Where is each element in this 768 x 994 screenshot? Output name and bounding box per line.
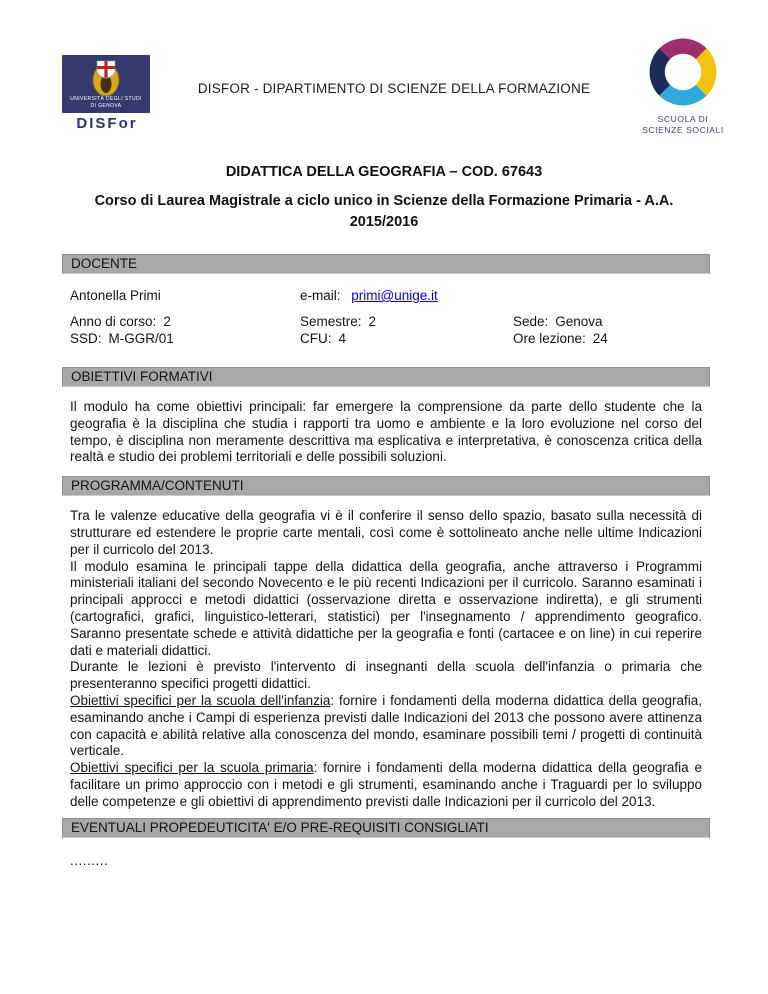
infanzia-underlined-label: Obiettivi specifici per la scuola dell'infanzia: [70, 692, 331, 708]
document-header: [0, 0, 768, 150]
school-label: [632, 114, 734, 136]
programma-body: [70, 508, 702, 810]
cfu-field: CFU: 4: [300, 331, 347, 346]
course-title: DIDATTICA DELLA GEOGRAFIA – COD. 67643: [225, 164, 543, 180]
prerequisiti-placeholder-dots: .........: [70, 852, 109, 868]
docente-row-name-email: [70, 287, 706, 304]
ssd-field: SSD: M-GGR/01: [70, 331, 174, 346]
school-label-line1: SCUOLA DI: [657, 114, 709, 124]
section-heading-prerequisiti: EVENTUALI PROPEDEUTICITA' E/O PRE-REQUISITI CONSIGLIATI: [62, 818, 710, 838]
primaria-text: : fornire i fondamenti della moderna didattica della geografia e facilitare un primo approccio con i metodi e gli strumenti, esaminando anche i Traguardi per lo sviluppo delle competenze e gli obiettivi di apprendimento previsti dalle Indicazioni per il curricolo del 2013.: [70, 760, 702, 809]
sede-field: Sede: Genova: [513, 314, 603, 329]
primaria-underlined-label: Obiettivi specifici per la scuola primaria: [70, 760, 314, 776]
section-heading-docente: DOCENTE: [62, 254, 710, 274]
university-crest-icon: [62, 55, 150, 113]
pinwheel-icon: [645, 34, 721, 110]
programma-paragraph-1: Tra le valenze educative della geografia vi è il conferire il senso dello spazio, basato sulla necessità di strutturare ed estendere le proprie carte mentali, così come è sottolineato anche nelle ultime Indicazioni per il curricolo del 2013.: [70, 508, 702, 557]
email-link[interactable]: primi@unige.it: [351, 288, 438, 303]
docente-email-cell: [300, 287, 513, 304]
docente-row-anno: [70, 313, 706, 330]
programma-paragraph-primaria: [70, 760, 702, 810]
disfor-wordmark: DISFor: [76, 115, 138, 132]
section-heading-programma: PROGRAMMA/CONTENUTI: [62, 476, 710, 496]
school-logo: [632, 34, 734, 136]
ore-lezione-field: Ore lezione: 24: [513, 331, 608, 346]
course-subtitle: [70, 191, 698, 233]
anno-di-corso-field: Anno di corso: 2: [70, 314, 171, 329]
semestre-field: Semestre: 2: [300, 314, 377, 329]
programma-paragraph-3: Durante le lezioni è previsto l'intervento di insegnanti della scuola dell'infanzia o primaria che presenteranno specifici progetti didattici.: [70, 659, 702, 692]
university-logo: [62, 55, 152, 132]
docente-name: Antonella Primi: [70, 288, 161, 303]
course-subtitle-line2: 2015/2016: [349, 214, 419, 230]
university-name-line1: UNIVERSITÀ DEGLI STUDI: [70, 96, 142, 102]
section-heading-obiettivi: OBIETTIVI FORMATIVI: [62, 367, 710, 387]
email-label: e-mail:: [300, 288, 341, 303]
department-title: DISFOR - DIPARTIMENTO DI SCIENZE DELLA FORMAZIONE: [197, 81, 591, 96]
docente-row-ssd: [70, 330, 706, 347]
obiettivi-paragraph: Il modulo ha come obiettivi principali: far emergere la comprensione da parte dello studente che la geografia è la disciplina che studia i rapporti tra uomo e ambiente e la loro evoluzione nel corso del tempo, è disciplina non meramente descrittiva ma esplicativa e interpretativa, è conoscenza critica della realtà e studio dei problemi territoriali e delle possibili soluzioni.: [70, 399, 702, 465]
university-name-line2: DI GENOVA: [90, 103, 122, 109]
programma-paragraph-2: Il modulo esamina le principali tappe della didattica della geografia, anche attraverso i Programmi ministeriali italiani del secondo Novecento e le più recenti Indicazioni per il curricolo. Saranno esaminati i principali approcci e metodi didattici (osservazione diretta e osservazione indiretta), e gli strumenti (cartografici, grafici, linguistico-letterari, statistici) per l'insegnamento / apprendimento geografico. Saranno presentate schede e attività didattiche per la geografia e fonti (cartacee e on line) in cui reperire dati e materiali didattici.: [70, 558, 702, 658]
school-label-line2: SCIENZE SOCIALI: [642, 125, 724, 135]
programma-paragraph-infanzia: [70, 693, 702, 760]
obiettivi-body: [70, 399, 702, 466]
course-subtitle-line1: Corso di Laurea Magistrale a ciclo unico in Scienze della Formazione Primaria - A.A.: [94, 193, 674, 209]
docente-details: [70, 287, 706, 347]
infanzia-text: : fornire i fondamenti della moderna didattica della geografia, esaminando anche i Campi di esperienza previsti dalle Indicazioni del 2013 che possono avere attinenza con capacità e abilità relative alla conoscenza del mondo, esaminare possibili temi / progetti di continuità verticale.: [70, 692, 702, 759]
